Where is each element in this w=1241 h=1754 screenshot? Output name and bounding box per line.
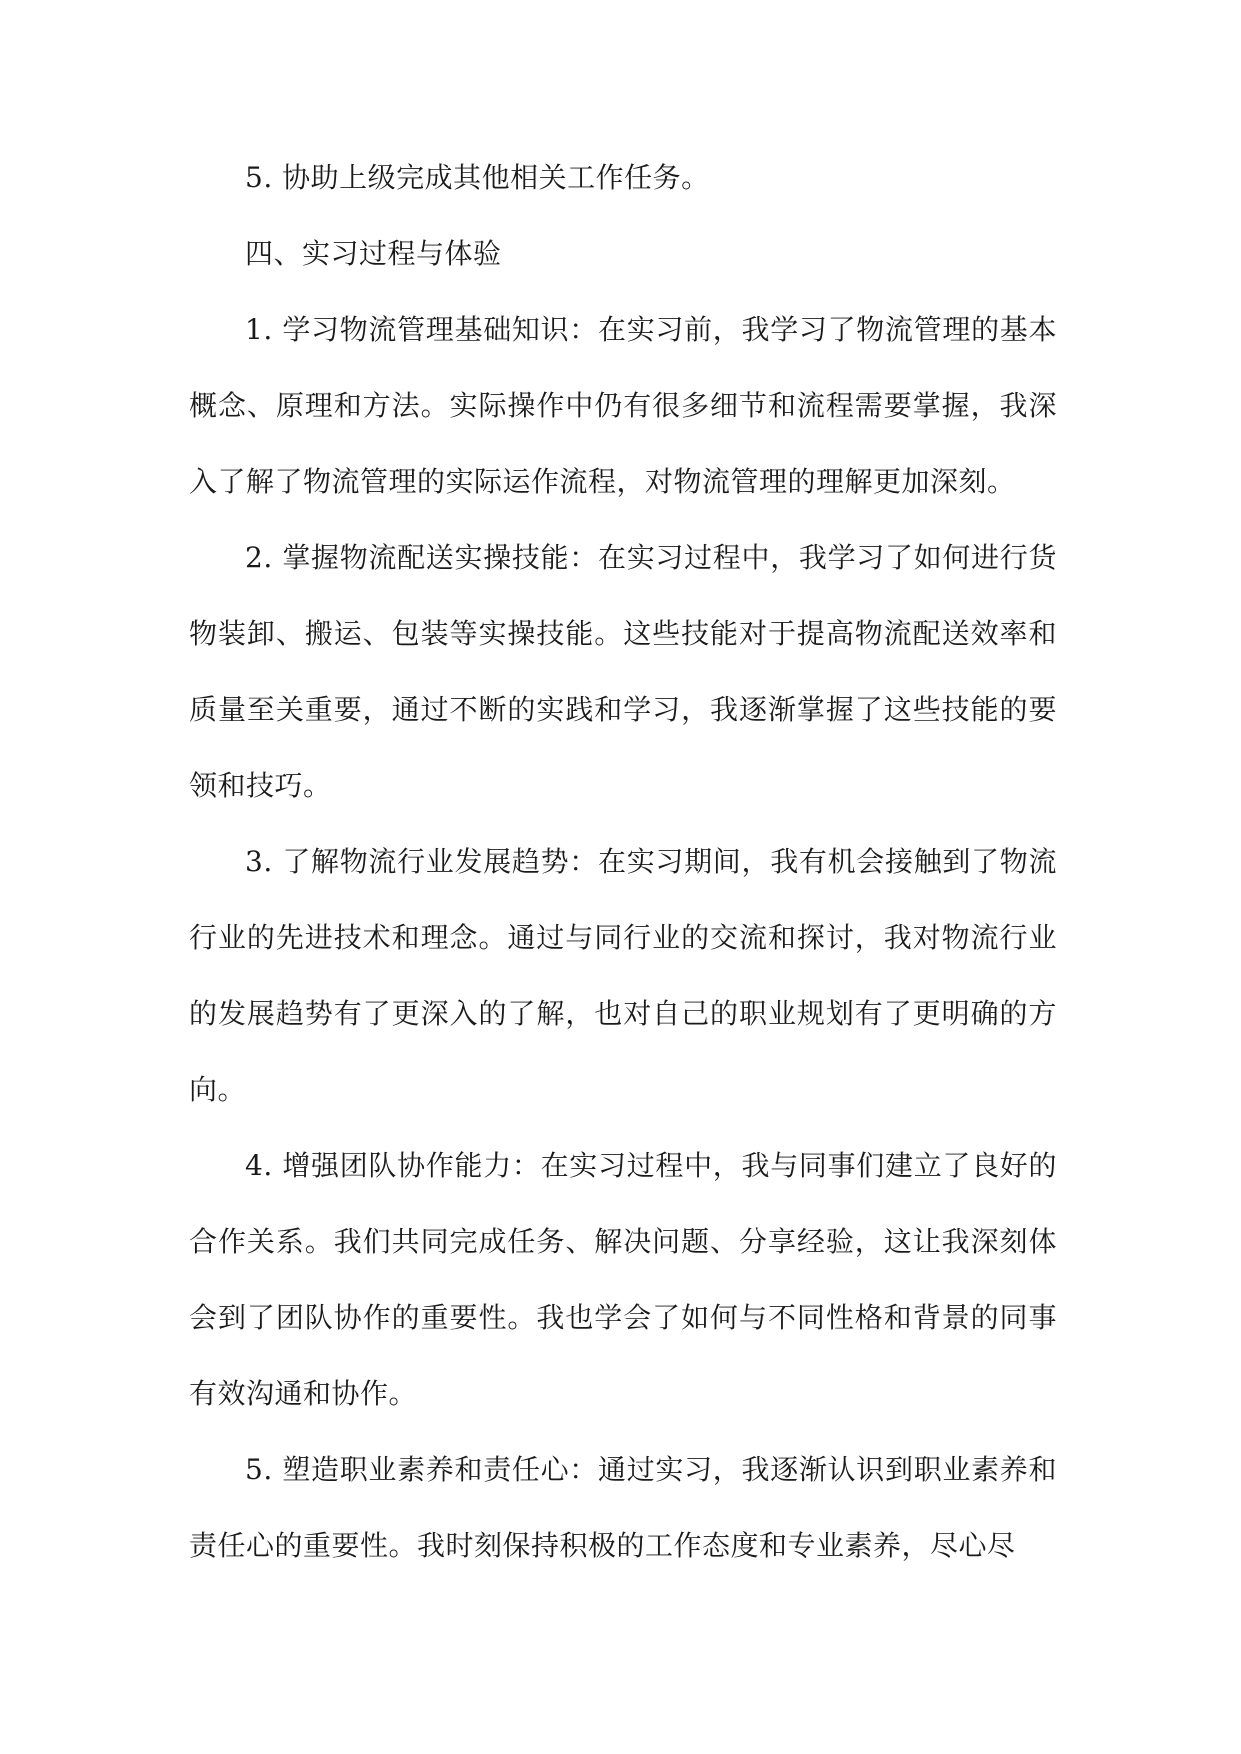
paragraph-task-5: 5. 协助上级完成其他相关工作任务。 [245, 161, 710, 194]
paragraph-experience-4: 4. 增强团队协作能力：在实习过程中，我与同事们建立了良好的合作关系。我们共同完成任务、解决问题、分享经验，这让我深刻体会到了团队协作的重要性。我也学会了如何与不同性格和背景的同事有效沟通和协作。 [189, 1149, 1057, 1410]
document-body [189, 140, 1057, 1584]
paragraph-experience-1: 1. 学习物流管理基础知识：在实习前，我学习了物流管理的基本概念、原理和方法。实际操作中仍有很多细节和流程需要掌握，我深入了解了物流管理的实际运作流程，对物流管理的理解更加深刻。 [189, 313, 1057, 498]
paragraph-experience-3: 3. 了解物流行业发展趋势：在实习期间，我有机会接触到了物流行业的先进技术和理念。通过与同行业的交流和探讨，我对物流行业的发展趋势有了更深入的了解，也对自己的职业规划有了更明确的方向。 [189, 845, 1057, 1106]
paragraph-experience-2: 2. 掌握物流配送实操技能：在实习过程中，我学习了如何进行货物装卸、搬运、包装等实操技能。这些技能对于提高物流配送效率和质量至关重要，通过不断的实践和学习，我逐渐掌握了这些技能的要领和技巧。 [189, 541, 1057, 802]
section-heading-internship-process: 四、实习过程与体验 [245, 237, 502, 270]
paragraph-experience-5: 5. 塑造职业素养和责任心：通过实习，我逐渐认识到职业素养和责任心的重要性。我时刻保持积极的工作态度和专业素养，尽心尽 [189, 1453, 1057, 1562]
